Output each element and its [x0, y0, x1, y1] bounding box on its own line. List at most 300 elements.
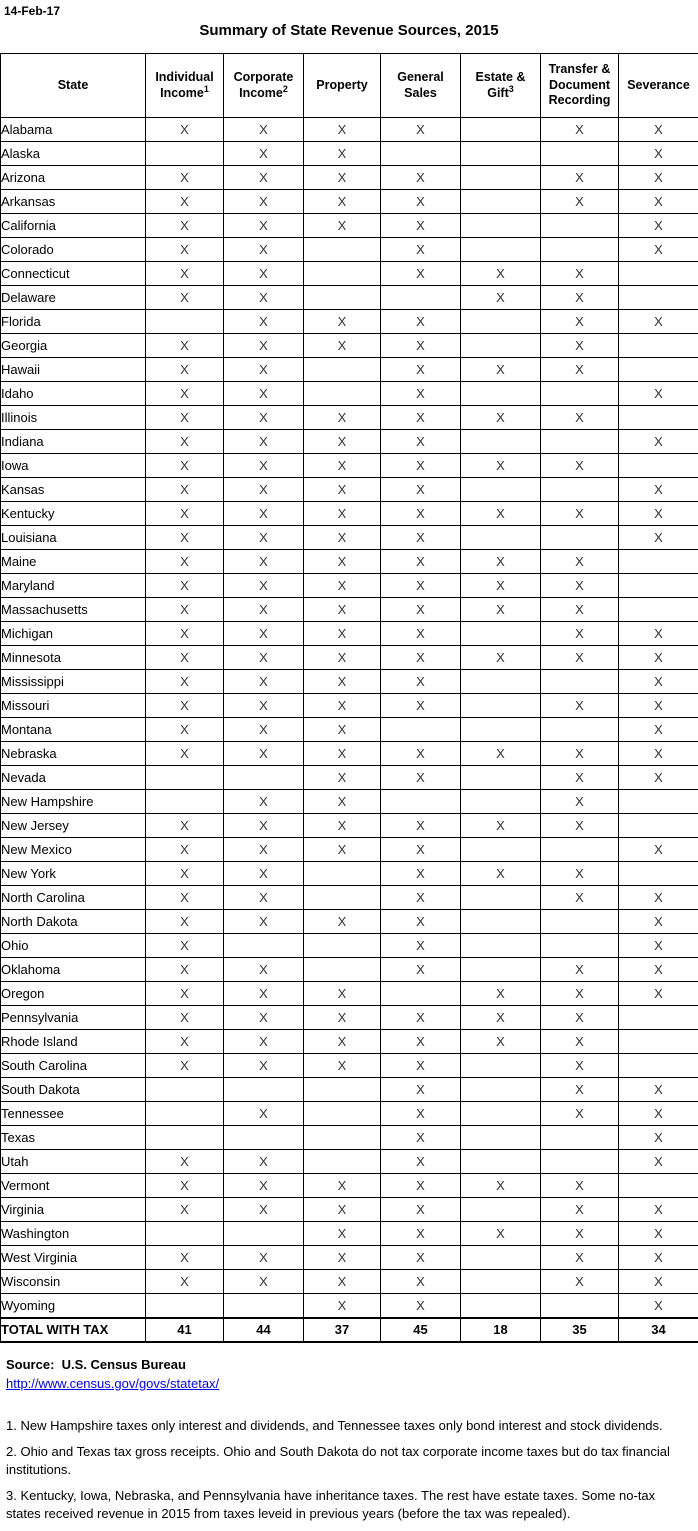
tax-mark-cell: X — [304, 742, 381, 766]
tax-mark-cell — [304, 958, 381, 982]
state-name-cell: Oregon — [1, 982, 146, 1006]
tax-mark-cell: X — [541, 1222, 619, 1246]
tax-mark-cell: X — [541, 814, 619, 838]
tax-mark-cell: X — [304, 502, 381, 526]
tax-mark-cell: X — [146, 622, 224, 646]
tax-mark-cell: X — [304, 766, 381, 790]
tax-mark-cell: X — [224, 382, 304, 406]
table-row — [1, 526, 698, 550]
tax-mark-cell — [146, 1102, 224, 1126]
tax-mark-cell: X — [619, 382, 698, 406]
tax-mark-cell: X — [541, 334, 619, 358]
tax-mark-cell: X — [541, 1030, 619, 1054]
tax-mark-cell: X — [304, 694, 381, 718]
tax-mark-cell: X — [224, 190, 304, 214]
tax-mark-cell — [461, 622, 541, 646]
column-header-severance: Severance — [619, 54, 698, 118]
table-row — [1, 262, 698, 286]
tax-mark-cell: X — [146, 910, 224, 934]
tax-mark-cell: X — [381, 1054, 461, 1078]
tax-mark-cell: X — [146, 814, 224, 838]
tax-mark-cell — [381, 718, 461, 742]
tax-mark-cell: X — [461, 358, 541, 382]
tax-mark-cell: X — [381, 382, 461, 406]
tax-mark-cell — [619, 550, 698, 574]
total-row — [1, 1318, 698, 1342]
tax-mark-cell — [461, 478, 541, 502]
tax-mark-cell: X — [224, 886, 304, 910]
tax-mark-cell — [541, 238, 619, 262]
state-name-cell: Arizona — [1, 166, 146, 190]
tax-mark-cell: X — [619, 430, 698, 454]
total-value-cell: 35 — [541, 1318, 619, 1342]
tax-mark-cell: X — [381, 622, 461, 646]
tax-mark-cell: X — [619, 982, 698, 1006]
tax-mark-cell — [461, 430, 541, 454]
tax-mark-cell: X — [541, 886, 619, 910]
tax-mark-cell: X — [381, 1198, 461, 1222]
tax-mark-cell — [541, 1150, 619, 1174]
tax-mark-cell — [304, 886, 381, 910]
table-row — [1, 1126, 698, 1150]
tax-mark-cell — [304, 1126, 381, 1150]
tax-mark-cell: X — [224, 454, 304, 478]
tax-mark-cell: X — [146, 670, 224, 694]
state-name-cell: Delaware — [1, 286, 146, 310]
column-header-transfer-document-recording: Transfer & Document Recording — [541, 54, 619, 118]
tax-mark-cell: X — [381, 430, 461, 454]
tax-mark-cell: X — [146, 334, 224, 358]
tax-mark-cell — [619, 286, 698, 310]
tax-mark-cell: X — [381, 238, 461, 262]
tax-mark-cell: X — [304, 454, 381, 478]
state-name-cell: West Virginia — [1, 1246, 146, 1270]
tax-mark-cell — [461, 1150, 541, 1174]
tax-mark-cell: X — [461, 262, 541, 286]
tax-mark-cell: X — [304, 814, 381, 838]
tax-mark-cell — [619, 1174, 698, 1198]
tax-mark-cell: X — [146, 982, 224, 1006]
tax-mark-cell: X — [381, 1294, 461, 1318]
tax-mark-cell: X — [304, 526, 381, 550]
tax-mark-cell: X — [304, 670, 381, 694]
tax-mark-cell — [224, 1126, 304, 1150]
tax-mark-cell: X — [146, 526, 224, 550]
table-row — [1, 598, 698, 622]
tax-mark-cell: X — [224, 526, 304, 550]
tax-mark-cell: X — [304, 574, 381, 598]
tax-mark-cell: X — [146, 166, 224, 190]
tax-mark-cell: X — [381, 1222, 461, 1246]
tax-mark-cell — [461, 766, 541, 790]
tax-mark-cell: X — [381, 334, 461, 358]
tax-mark-cell: X — [381, 886, 461, 910]
tax-mark-cell: X — [541, 862, 619, 886]
state-name-cell: Utah — [1, 1150, 146, 1174]
footnote-2: 2. Ohio and Texas tax gross receipts. Ohio and South Dakota do not tax corporate income taxes but do tax financial institutions. — [6, 1443, 692, 1478]
tax-mark-cell — [619, 574, 698, 598]
tax-mark-cell: X — [304, 622, 381, 646]
tax-mark-cell: X — [146, 454, 224, 478]
state-name-cell: New Jersey — [1, 814, 146, 838]
tax-mark-cell: X — [381, 1150, 461, 1174]
state-name-cell: Kansas — [1, 478, 146, 502]
tax-mark-cell: X — [381, 766, 461, 790]
tax-mark-cell: X — [619, 670, 698, 694]
tax-mark-cell: X — [619, 1246, 698, 1270]
table-row — [1, 334, 698, 358]
tax-mark-cell: X — [146, 1030, 224, 1054]
tax-mark-cell: X — [224, 1054, 304, 1078]
tax-mark-cell — [304, 934, 381, 958]
tax-mark-cell: X — [619, 1270, 698, 1294]
tax-mark-cell: X — [619, 502, 698, 526]
tax-mark-cell — [461, 190, 541, 214]
tax-mark-cell: X — [381, 358, 461, 382]
tax-mark-cell: X — [304, 190, 381, 214]
tax-mark-cell — [146, 1078, 224, 1102]
tax-mark-cell: X — [541, 574, 619, 598]
table-row — [1, 886, 698, 910]
tax-mark-cell: X — [381, 190, 461, 214]
table-row — [1, 814, 698, 838]
tax-mark-cell: X — [146, 1270, 224, 1294]
tax-mark-cell: X — [304, 142, 381, 166]
table-row — [1, 934, 698, 958]
tax-mark-cell — [304, 382, 381, 406]
tax-mark-cell: X — [541, 1006, 619, 1030]
tax-mark-cell: X — [304, 1054, 381, 1078]
tax-mark-cell: X — [619, 1102, 698, 1126]
tax-mark-cell: X — [146, 598, 224, 622]
tax-mark-cell — [461, 1198, 541, 1222]
state-name-cell: Illinois — [1, 406, 146, 430]
table-row — [1, 238, 698, 262]
tax-mark-cell: X — [619, 1126, 698, 1150]
tax-mark-cell — [304, 1078, 381, 1102]
state-name-cell: Minnesota — [1, 646, 146, 670]
tax-mark-cell — [304, 358, 381, 382]
tax-mark-cell: X — [541, 406, 619, 430]
tax-mark-cell: X — [146, 190, 224, 214]
tax-mark-cell: X — [541, 598, 619, 622]
tax-mark-cell — [461, 526, 541, 550]
tax-mark-cell: X — [541, 1054, 619, 1078]
tax-mark-cell: X — [381, 478, 461, 502]
state-name-cell: Alabama — [1, 118, 146, 142]
state-name-cell: Maine — [1, 550, 146, 574]
tax-mark-cell: X — [619, 238, 698, 262]
tax-mark-cell: X — [619, 1294, 698, 1318]
tax-mark-cell: X — [381, 958, 461, 982]
tax-mark-cell — [619, 406, 698, 430]
tax-mark-cell: X — [304, 406, 381, 430]
tax-mark-cell: X — [541, 766, 619, 790]
tax-mark-cell — [461, 1078, 541, 1102]
footnote-marker: 2 — [283, 83, 288, 93]
state-name-cell: Kentucky — [1, 502, 146, 526]
tax-mark-cell: X — [381, 406, 461, 430]
tax-mark-cell: X — [224, 334, 304, 358]
tax-mark-cell: X — [146, 1006, 224, 1030]
tax-mark-cell — [304, 238, 381, 262]
tax-mark-cell — [541, 382, 619, 406]
tax-mark-cell: X — [461, 982, 541, 1006]
tax-mark-cell: X — [381, 550, 461, 574]
tax-mark-cell — [541, 1294, 619, 1318]
state-name-cell: Wisconsin — [1, 1270, 146, 1294]
table-row — [1, 550, 698, 574]
tax-mark-cell: X — [461, 550, 541, 574]
tax-mark-cell: X — [619, 838, 698, 862]
tax-mark-cell: X — [304, 1030, 381, 1054]
table-row — [1, 406, 698, 430]
tax-mark-cell — [461, 1126, 541, 1150]
tax-mark-cell — [541, 142, 619, 166]
table-row — [1, 1294, 698, 1318]
table-row — [1, 454, 698, 478]
tax-mark-cell: X — [224, 262, 304, 286]
tax-mark-cell — [619, 814, 698, 838]
tax-mark-cell — [541, 1126, 619, 1150]
tax-mark-cell: X — [146, 118, 224, 142]
tax-mark-cell: X — [381, 310, 461, 334]
tax-mark-cell: X — [224, 1270, 304, 1294]
tax-mark-cell — [381, 790, 461, 814]
tax-mark-cell — [461, 1102, 541, 1126]
table-row — [1, 1270, 698, 1294]
tax-mark-cell — [381, 286, 461, 310]
tax-mark-cell: X — [619, 910, 698, 934]
footnote-marker: 1 — [204, 83, 209, 93]
state-name-cell: Maryland — [1, 574, 146, 598]
tax-mark-cell — [461, 1246, 541, 1270]
tax-mark-cell: X — [619, 694, 698, 718]
tax-mark-cell: X — [541, 1174, 619, 1198]
tax-mark-cell: X — [146, 742, 224, 766]
source-link[interactable]: http://www.census.gov/govs/statetax/ — [6, 1376, 219, 1391]
tax-mark-cell — [146, 1126, 224, 1150]
tax-mark-cell: X — [619, 478, 698, 502]
tax-mark-cell: X — [224, 1198, 304, 1222]
column-header-corporate-income: Corporate Income$^2$ — [224, 54, 304, 118]
tax-mark-cell: X — [541, 790, 619, 814]
tax-mark-cell: X — [304, 310, 381, 334]
tax-mark-cell: X — [224, 166, 304, 190]
state-name-cell: North Dakota — [1, 910, 146, 934]
tax-mark-cell: X — [146, 1054, 224, 1078]
tax-mark-cell: X — [381, 742, 461, 766]
tax-mark-cell: X — [224, 286, 304, 310]
table-body — [1, 118, 698, 1342]
table-row — [1, 1222, 698, 1246]
tax-mark-cell: X — [224, 670, 304, 694]
tax-mark-cell — [461, 790, 541, 814]
state-name-cell: Virginia — [1, 1198, 146, 1222]
state-name-cell: Montana — [1, 718, 146, 742]
total-label-cell: TOTAL WITH TAX — [1, 1318, 146, 1342]
tax-mark-cell: X — [224, 1150, 304, 1174]
tax-mark-cell — [461, 334, 541, 358]
tax-mark-cell — [381, 142, 461, 166]
table-row — [1, 1078, 698, 1102]
tax-mark-cell — [304, 1102, 381, 1126]
tax-mark-cell: X — [146, 1150, 224, 1174]
tax-mark-cell: X — [224, 1174, 304, 1198]
tax-mark-cell: X — [541, 1246, 619, 1270]
table-row — [1, 382, 698, 406]
tax-mark-cell — [619, 1030, 698, 1054]
table-row — [1, 646, 698, 670]
tax-mark-cell — [224, 1222, 304, 1246]
total-value-cell: 18 — [461, 1318, 541, 1342]
table-row — [1, 190, 698, 214]
tax-mark-cell — [541, 910, 619, 934]
tax-mark-cell: X — [224, 142, 304, 166]
tax-mark-cell — [146, 766, 224, 790]
tax-mark-cell: X — [224, 358, 304, 382]
tax-mark-cell: X — [541, 502, 619, 526]
tax-mark-cell: X — [146, 430, 224, 454]
tax-mark-cell — [541, 670, 619, 694]
tax-mark-cell: X — [224, 214, 304, 238]
tax-mark-cell: X — [461, 1222, 541, 1246]
tax-mark-cell: X — [541, 646, 619, 670]
column-header-general-sales: General Sales — [381, 54, 461, 118]
tax-mark-cell — [541, 430, 619, 454]
tax-mark-cell: X — [619, 958, 698, 982]
tax-mark-cell: X — [146, 406, 224, 430]
tax-mark-cell: X — [224, 718, 304, 742]
table-row — [1, 214, 698, 238]
tax-mark-cell: X — [146, 862, 224, 886]
state-name-cell: Missouri — [1, 694, 146, 718]
table-row — [1, 574, 698, 598]
tax-mark-cell: X — [541, 982, 619, 1006]
tax-mark-cell: X — [461, 286, 541, 310]
state-name-cell: Arkansas — [1, 190, 146, 214]
tax-mark-cell: X — [541, 622, 619, 646]
tax-mark-cell — [461, 118, 541, 142]
tax-mark-cell: X — [619, 1222, 698, 1246]
tax-mark-cell: X — [304, 118, 381, 142]
tax-mark-cell: X — [381, 526, 461, 550]
state-name-cell: Massachusetts — [1, 598, 146, 622]
tax-mark-cell: X — [224, 790, 304, 814]
tax-mark-cell: X — [224, 502, 304, 526]
tax-mark-cell: X — [224, 550, 304, 574]
tax-mark-cell: X — [224, 478, 304, 502]
tax-mark-cell: X — [381, 910, 461, 934]
tax-mark-cell: X — [146, 502, 224, 526]
tax-mark-cell — [461, 910, 541, 934]
table-row — [1, 622, 698, 646]
tax-mark-cell — [146, 310, 224, 334]
tax-mark-cell — [619, 1054, 698, 1078]
table-row — [1, 766, 698, 790]
tax-mark-cell: X — [224, 238, 304, 262]
state-name-cell: Washington — [1, 1222, 146, 1246]
tax-mark-cell: X — [304, 214, 381, 238]
column-header-property: Property — [304, 54, 381, 118]
tax-mark-cell: X — [619, 934, 698, 958]
tax-mark-cell — [541, 214, 619, 238]
tax-mark-cell — [619, 454, 698, 478]
tax-mark-cell — [461, 214, 541, 238]
state-name-cell: Louisiana — [1, 526, 146, 550]
tax-mark-cell: X — [304, 982, 381, 1006]
tax-mark-cell: X — [461, 814, 541, 838]
column-header-individual-income: Individual Income$^1$ — [146, 54, 224, 118]
table-row — [1, 166, 698, 190]
tax-mark-cell: X — [541, 262, 619, 286]
footnote-3: 3. Kentucky, Iowa, Nebraska, and Pennsylvania have inheritance taxes. The rest have estate taxes. Some no-tax states received revenue in 2015 from taxes leveid in previous years (before the tax was repealed). — [6, 1487, 692, 1522]
tax-mark-cell — [461, 886, 541, 910]
tax-mark-cell: X — [461, 598, 541, 622]
tax-mark-cell: X — [224, 862, 304, 886]
tax-mark-cell: X — [224, 1102, 304, 1126]
tax-mark-cell: X — [224, 598, 304, 622]
tax-mark-cell: X — [304, 598, 381, 622]
state-name-cell: Idaho — [1, 382, 146, 406]
footnote-marker: 3 — [509, 83, 514, 93]
tax-mark-cell: X — [381, 1246, 461, 1270]
table-row — [1, 982, 698, 1006]
tax-mark-cell: X — [619, 142, 698, 166]
tax-mark-cell: X — [381, 1270, 461, 1294]
state-name-cell: New Hampshire — [1, 790, 146, 814]
tax-mark-cell: X — [381, 670, 461, 694]
tax-mark-cell: X — [304, 718, 381, 742]
tax-mark-cell — [461, 382, 541, 406]
state-name-cell: Indiana — [1, 430, 146, 454]
tax-mark-cell: X — [146, 262, 224, 286]
tax-mark-cell — [619, 358, 698, 382]
tax-mark-cell — [619, 790, 698, 814]
tax-mark-cell: X — [541, 958, 619, 982]
tax-mark-cell: X — [381, 262, 461, 286]
tax-mark-cell — [619, 598, 698, 622]
tax-mark-cell: X — [461, 454, 541, 478]
tax-mark-cell: X — [381, 454, 461, 478]
tax-mark-cell: X — [381, 598, 461, 622]
tax-mark-cell: X — [381, 118, 461, 142]
tax-mark-cell: X — [304, 1270, 381, 1294]
tax-mark-cell — [224, 1078, 304, 1102]
tax-mark-cell: X — [146, 238, 224, 262]
tax-mark-cell: X — [541, 286, 619, 310]
tax-mark-cell: X — [224, 958, 304, 982]
tax-mark-cell: X — [146, 382, 224, 406]
state-name-cell: Pennsylvania — [1, 1006, 146, 1030]
tax-mark-cell: X — [619, 526, 698, 550]
tax-mark-cell: X — [304, 166, 381, 190]
tax-mark-cell — [619, 262, 698, 286]
tax-mark-cell: X — [224, 814, 304, 838]
tax-mark-cell: X — [146, 214, 224, 238]
tax-mark-cell — [461, 718, 541, 742]
tax-mark-cell — [541, 478, 619, 502]
tax-mark-cell — [224, 1294, 304, 1318]
tax-mark-cell: X — [146, 886, 224, 910]
tax-mark-cell: X — [304, 430, 381, 454]
tax-mark-cell: X — [381, 1126, 461, 1150]
tax-mark-cell: X — [381, 1174, 461, 1198]
tax-mark-cell — [146, 1294, 224, 1318]
page-title: Summary of State Revenue Sources, 2015 — [0, 22, 698, 39]
tax-mark-cell: X — [619, 766, 698, 790]
table-row — [1, 742, 698, 766]
